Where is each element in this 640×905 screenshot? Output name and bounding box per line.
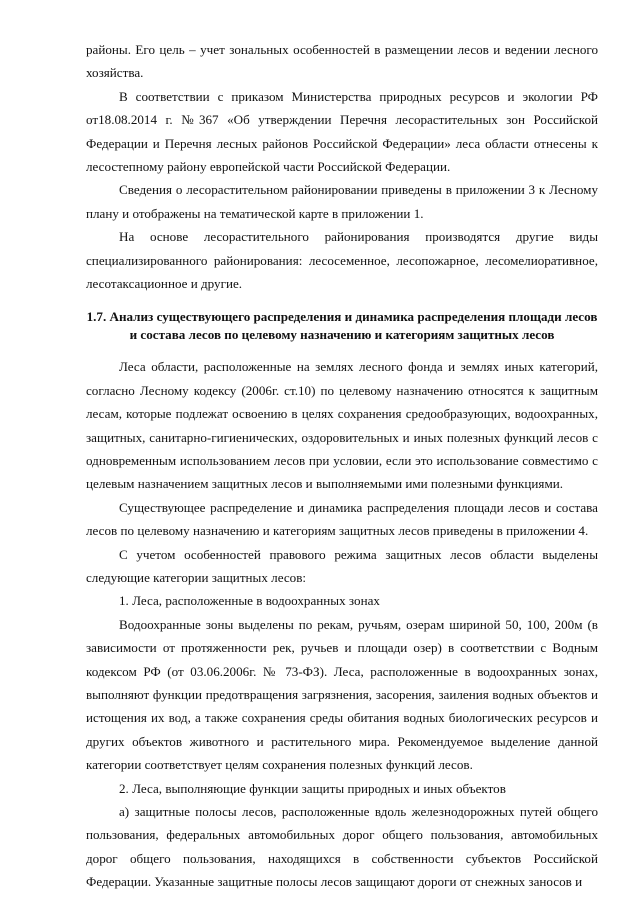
- paragraph-specialized-zoning: На основе лесорастительного районирования производятся другие виды специализированного районирования: лесосеменное, лесопожарное, лесомелиоративное, лесотаксационное и другие.: [86, 229, 598, 292]
- paragraph-distribution-appendix: Существующее распределение и динамика распределения площади лесов и состава лесов по целевому назначению и категориям защитных лесов приведены в приложении 4.: [86, 499, 598, 539]
- section-heading: 1.7. Анализ существующего распределения и динамика распределения площади лесов и состава лесов по целевому назначению и категориям защитных лесов: [86, 309, 598, 342]
- paragraph-zoning-appendix: Сведения о лесорастительном районировании приведены в приложении 3 к Лесному плану и отображены на тематической карте в приложении 1.: [86, 182, 598, 221]
- paragraph-forest-purpose: Леса области, расположенные на землях лесного фонда и землях иных категорий, согласно Лесному кодексу (2006г. ст.10) по целевому назначению относятся к защитным лесам, которые подлежат освоению в целях сохранения средообразующих, водоохранных, защитных, санитарно-гигиенических, оздоровительных и иных полезных функций лесов с одновременным использованием лесов при условии, если это использование совместимо с целевым назначением защитных лесов и выполняемыми ими полезными функциями.: [86, 359, 598, 492]
- paragraph-protective-strips: а) защитные полосы лесов, расположенные вдоль железнодорожных путей общего пользования, федеральных автомобильных дорог общего пользования, автомобильных дорог общего пользования, находящихся в собственности субъектов Российской Федерации. Указанные защитные полосы лесов защищают дороги от снежных заносов и: [86, 804, 598, 890]
- paragraph-ministry-order: В соответствии с приказом Министерства природных ресурсов и экологии РФ от18.08.2014 г. №367 «Об утверждении Перечня лесорастительных зон Российской Федерации и Перечня лесных районов Российской Федерации» леса области отнесены к лесостепному району европейской части Российской Федерации.: [86, 88, 598, 175]
- paragraph-water-protection-zones: Водоохранные зоны выделены по рекам, ручьям, озерам шириной 50, 100, 200м (в зависимости от протяженности рек, ручьев и площади озер) в соответствии с Водным кодексом РФ (от 03.06.2006г. № 73-ФЗ). Леса, расположенные в водоохранных зонах, выполняют функции предотвращения загрязнения, засорения, заиления водных объектов и истощения их вод, а также сохранения среды обитания водных биологических ресурсов и других объектов животного и растительного мира. Рекомендуемое выделение данной категории соответствует целям сохранения полезных функций лесов.: [86, 616, 598, 773]
- list-item-water-protection: 1. Леса, расположенные в водоохранных зонах: [119, 593, 380, 609]
- paragraph-categories-intro: С учетом особенностей правового режима защитных лесов области выделены следующие категории защитных лесов:: [86, 546, 598, 585]
- paragraph-continuation: районы. Его цель – учет зональных особенностей в размещении лесов и ведении лесного хозяйства.: [86, 42, 598, 81]
- list-item-protection-functions: 2. Леса, выполняющие функции защиты природных и иных объектов: [119, 780, 506, 796]
